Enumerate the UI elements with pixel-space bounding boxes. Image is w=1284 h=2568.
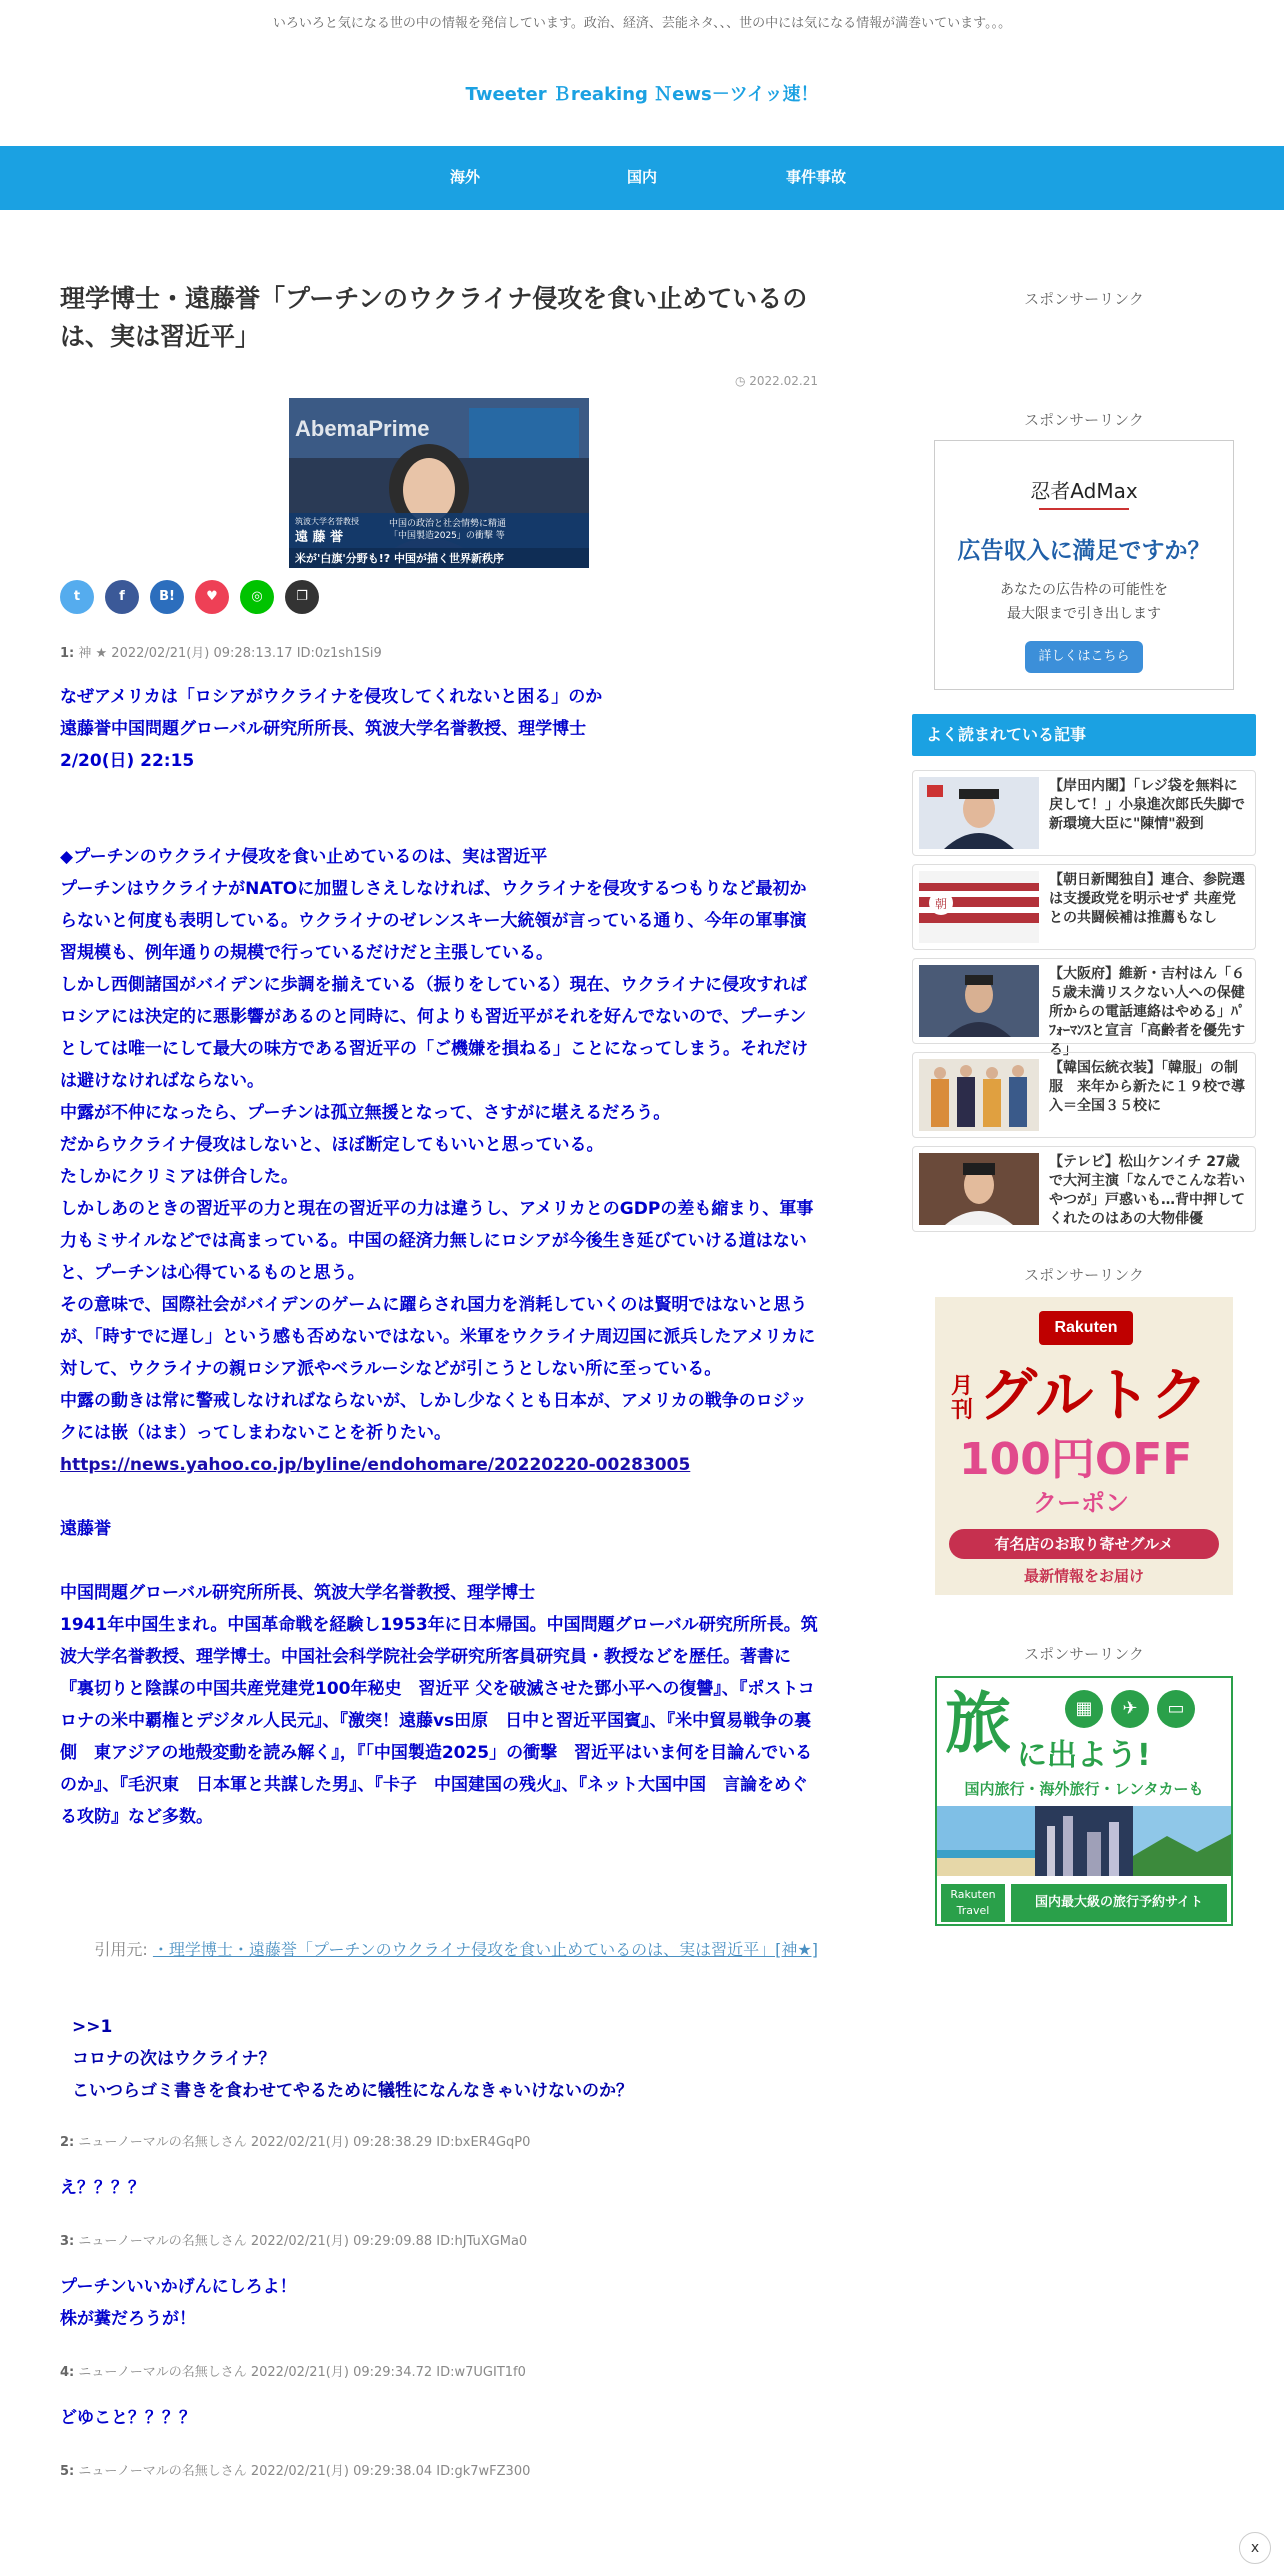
article-title: 理学博士・遠藤誉「プーチンのウクライナ侵攻を食い止めているのは、実は習近平」 — [60, 284, 808, 351]
gourmet-banner: 有名店のお取り寄せグルメ — [949, 1529, 1219, 1559]
travel-big-char: 旅 — [945, 1685, 1011, 1762]
admax-brand: 忍者AdMax — [1030, 479, 1138, 503]
author-line: 1941年中国生まれ。中国革命戦を経験し1953年に日本帰国。中国問題グローバル研究所所長。筑波大学名誉教授、理学博士。中国社会科学院社会学研究所客員研究員・教授などを歴任。著書に『裏切りと陰謀の中国共産党建党100年秘史 習近平 父を破滅させた鄧小平への復讐』、『ポストコロナの米中覇権とデジタル人民元』、『激突！遠藤vs田原 日中と習近平国賓』、『米中貿易戦争の裏側 東アジアの地殻変動を読み解く』，『「中国製造2025」の衝撃 習近平はいま何を目論んでいるのか』、『毛沢東 日本軍と共謀した男』、『卡子 中国建国の残火』、『ネット大国中国 言論をめぐる攻防』など多数。 — [60, 1615, 818, 1827]
nav-item-incidents[interactable]: 事件事故 — [786, 168, 847, 186]
intro-line: 2/20(日) 22:15 — [60, 751, 195, 771]
travel-sub: 国内旅行・海外旅行・レンタカーも — [964, 1780, 1204, 1798]
facebook-share-icon[interactable]: f — [105, 580, 139, 614]
response-number: 2: — [60, 2135, 75, 2150]
article-thumbnail[interactable] — [289, 398, 589, 568]
popular-article-item[interactable] — [912, 864, 1256, 950]
body-line: ◆プーチンのウクライナ侵攻を食い止めているのは、実は習近平 — [60, 847, 548, 867]
travel-brand-line1: Rakuten — [950, 1888, 996, 1901]
reply-anchor-link[interactable]: >>1 — [72, 2017, 113, 2037]
thumbnail-bottom-caption: 米が'白旗'分野も!? 中国が描く世界新秩序 — [295, 552, 504, 565]
admax-headline: 広告収入に満足ですか？ — [957, 538, 1211, 564]
response-header — [60, 2230, 818, 2249]
body-line: しかし西側諸国がバイデンに歩調を揃えている（振りをしている）現在、ウクライナに侵攻すればロシアには決定的に悪影響があるのと同時に、何よりも習近平がそれを好んでないので、プーチンとしては唯一にして最大の味方である習近平の「ご機嫌を損ねる」ことになってしまう。それだけは避けなければならない。 — [60, 975, 808, 1091]
response-body — [60, 2402, 818, 2434]
gourmet-sub: 最新情報をお届け — [1023, 1567, 1144, 1585]
line-share-icon[interactable]: ◎ — [240, 580, 274, 614]
clock-icon: ◷ — [734, 374, 750, 388]
author-name: 遠藤誉 — [60, 1519, 111, 1539]
hatena-share-icon[interactable]: B! — [150, 580, 184, 614]
response-body — [60, 2172, 818, 2204]
response-body — [60, 2271, 818, 2335]
body-line: プーチンはウクライナがNATOに加盟しさえしなければ、ウクライナを侵攻するつもりなど最初からないと何度も表明している。ウクライナのゼレンスキー大統領が言っている通り、今年の軍事演習規模も、例年通りの規模で行っているだけだと主張している。 — [60, 879, 807, 963]
sponsor-label: スポンサーリンク — [1024, 1266, 1144, 1284]
rakuten-travel-logo — [941, 1884, 1005, 1922]
car-icon: ▭ — [1157, 1690, 1195, 1728]
intro-line: 遠藤誉中国問題グローバル研究所所長、筑波大学名誉教授、理学博士 — [60, 719, 587, 739]
nav-item-domestic[interactable]: 国内 — [627, 168, 658, 186]
response-header — [60, 2460, 818, 2479]
response-header — [60, 2361, 818, 2380]
admax-details-button[interactable]: 詳しくはこちら — [1025, 641, 1143, 673]
popular-article-title: 【大阪府】維新・吉村はん「６５歳未満リスクない人への保健所からの電話連絡はやめる」ﾊﾟﾌｫｰﾏﾝｽと宣言「高齢者を優先する」 — [1049, 966, 1245, 1058]
response-meta: ニューノーマルの名無しさん 2022/02/21(月) 09:29:38.04 ID:gk7wFZ300 — [78, 2464, 531, 2479]
thumbnail-caption-line1: 中国の政治と社会情勢に精通 — [389, 519, 507, 529]
travel-footer: 国内最大級の旅行予約サイト — [1011, 1884, 1227, 1922]
article-thumbnail-image — [919, 1059, 1039, 1131]
response-meta: ニューノーマルの名無しさん 2022/02/21(月) 09:28:38.29 ID:bxER4GqP0 — [78, 2135, 531, 2150]
response-line: どゆこと？？？？ — [60, 2408, 196, 2428]
response-line: プーチンいいかげんにしろよ！ — [60, 2277, 297, 2297]
post-date — [60, 374, 818, 388]
sponsor-label: スポンサーリンク — [1024, 1645, 1144, 1663]
author-line: 中国問題グローバル研究所所長、筑波大学名誉教授、理学博士 — [60, 1583, 536, 1603]
admax-sub1: あなたの広告枠の可能性を — [1000, 582, 1168, 598]
body-line: 中露が不仲になったら、プーチンは孤立無援となって、さすがに堪えるだろう。 — [60, 1103, 671, 1123]
response-number: 3: — [60, 2234, 75, 2249]
admax-underline — [1039, 508, 1129, 510]
popular-article-item[interactable] — [912, 770, 1256, 856]
thumbnail-caption-line2: 「中国製造2025」の衝撃 等 — [389, 531, 505, 541]
source-link[interactable]: https://news.yahoo.co.jp/byline/endohomare/20220220-00283005 — [60, 1455, 691, 1475]
body-line: しかしあのときの習近平の力と現在の習近平の力は違うし、アメリカとのGDPの差も縮まり、軍事力もミサイルなどでは高まっている。中国の経済力無しにロシアが今後生き延びていける道はないと、プーチンは心得ているものと思う。 — [60, 1199, 814, 1283]
rakuten-gourmet-ad[interactable] — [935, 1297, 1233, 1595]
body-line: だからウクライナ侵攻はしないと、ほぼ断定してもいいと思っている。 — [60, 1135, 604, 1155]
popular-articles-header: よく読まれている記事 — [912, 714, 1256, 756]
reply-line: こいつらゴミ書きを食わせてやるために犠牲になんなきゃいけないのか？ — [72, 2081, 633, 2101]
popular-article-title: 【朝日新聞独自】連合、参院選は支援政党を明示せず 共産党との共闘候補は推薦もなし — [1049, 872, 1245, 926]
intro-line: なぜアメリカは「ロシアがウクライナを侵攻してくれないと困る」のか — [60, 687, 603, 707]
sidebar — [912, 280, 1256, 1926]
reply-quote — [60, 2011, 818, 2107]
rakuten-logo: Rakuten — [1039, 1311, 1133, 1345]
thumbnail-name: 遠 藤 誉 — [295, 530, 344, 545]
close-overlay-button[interactable]: x — [1239, 2532, 1271, 2564]
response-number: 5: — [60, 2464, 75, 2479]
article-thumbnail-image — [919, 965, 1039, 1037]
admax-ad[interactable] — [934, 440, 1234, 690]
nav-item-overseas[interactable]: 海外 — [450, 168, 481, 186]
article-main — [60, 280, 818, 2479]
travel-icons — [1065, 1690, 1195, 1728]
site-tagline: いろいろと気になる世の中の情報を発信しています。政治、経済、芸能ネタ、、、世の中には気になる情報が満巻いています。。。 — [272, 16, 1012, 31]
response-meta: ニューノーマルの名無しさん 2022/02/21(月) 09:29:34.72 ID:w7UGIT1f0 — [78, 2365, 526, 2380]
travel-photos — [937, 1806, 1231, 1876]
hotel-icon: ▦ — [1065, 1690, 1103, 1728]
response-number: 4: — [60, 2365, 75, 2380]
popular-article-item[interactable] — [912, 958, 1256, 1058]
response-line: え？？？？ — [60, 2178, 145, 2198]
response-header — [60, 2131, 818, 2150]
pocket-share-icon[interactable]: ♥ — [195, 580, 229, 614]
popular-article-title: 【韓国伝統衣装】「韓服」の制服 来年から新たに１９校で導入＝全国３５校に — [1049, 1060, 1245, 1114]
svg-text:朝: 朝 — [934, 897, 948, 911]
share-buttons — [60, 580, 818, 616]
quote-prefix: 引用元: — [94, 1940, 148, 1959]
gourmet-offer-sub: クーポン — [1033, 1489, 1129, 1517]
popular-article-title: 【岸田内閣】「レジ袋を無料に戻して！」小泉進次郎氏失脚で新環境大臣に"陳情"殺到 — [1049, 778, 1245, 832]
post-body — [60, 681, 818, 1833]
body-line: 中露の動きは常に警戒しなければならないが、しかし少なくとも日本が、アメリカの戦争のロジックには嵌（はま）ってしまわないことを祈りたい。 — [60, 1391, 807, 1443]
site-title[interactable]: Tweeter Ｂreaking Ｎews－ツイッ速！ — [465, 84, 819, 105]
gourmet-offer: 100円OFF — [959, 1434, 1193, 1485]
sponsor-label: スポンサーリンク — [1024, 290, 1144, 308]
gourmet-vertical-label: 月刊 — [951, 1374, 974, 1423]
article-thumbnail-image — [919, 777, 1039, 849]
popular-article-title: 【テレビ】松山ケンイチ 27歳で大河主演「なんでこんな若いやつが」戸惑いも…背中押してくれたのはあの大物俳優 — [1049, 1154, 1245, 1227]
popular-article-item[interactable] — [912, 1146, 1256, 1232]
thumbnail-affiliation: 筑波大学名誉教授 — [295, 517, 359, 526]
gourmet-title: グルトク — [979, 1361, 1209, 1429]
quote-source — [60, 1933, 818, 1967]
popular-article-item[interactable] — [912, 1052, 1256, 1138]
post-meta: 神 ★ 2022/02/21(月) 09:28:13.17 ID:0z1sh1Si9 — [78, 646, 382, 661]
nav-bar — [0, 146, 1284, 210]
body-line: その意味で、国際社会がバイデンのゲームに躍らされ国力を消耗していくのは賢明ではないと思うが、「時すでに遅し」という感も否めないではない。米軍をウクライナ周辺国に派兵したアメリカに対して、ウクライナの親ロシア派やベラルーシなどが引こうとしない所に至っている。 — [60, 1295, 816, 1379]
airplane-icon: ✈ — [1111, 1690, 1149, 1728]
copy-link-icon[interactable]: ❐ — [285, 580, 319, 614]
sponsor-label: スポンサーリンク — [1024, 411, 1144, 429]
response-meta: ニューノーマルの名無しさん 2022/02/21(月) 09:29:09.88 ID:hJTuXGMa0 — [78, 2234, 528, 2249]
quote-link[interactable]: ・理学博士・遠藤誉「プーチンのウクライナ侵攻を食い止めているのは、実は習近平」[神★] — [152, 1940, 818, 1959]
reply-line: コロナの次はウクライナ？ — [72, 2049, 276, 2069]
body-line: たしかにクリミアは併合した。 — [60, 1167, 298, 1187]
travel-title: に出よう! — [1017, 1738, 1151, 1773]
post-header — [60, 642, 818, 661]
rakuten-travel-ad[interactable] — [935, 1676, 1233, 1926]
twitter-share-icon[interactable]: t — [60, 580, 94, 614]
travel-brand-line2: Travel — [956, 1904, 990, 1917]
response-line: 株が糞だろうが！ — [60, 2309, 196, 2329]
admax-sub2: 最大限まで引き出します — [1007, 606, 1161, 622]
article-thumbnail-image — [919, 871, 1039, 943]
article-thumbnail-image — [919, 1153, 1039, 1225]
post-number: 1: — [60, 646, 75, 661]
post-date-value: 2022.02.21 — [749, 374, 818, 388]
thumbnail-channel: AbemaPrime — [295, 416, 430, 441]
